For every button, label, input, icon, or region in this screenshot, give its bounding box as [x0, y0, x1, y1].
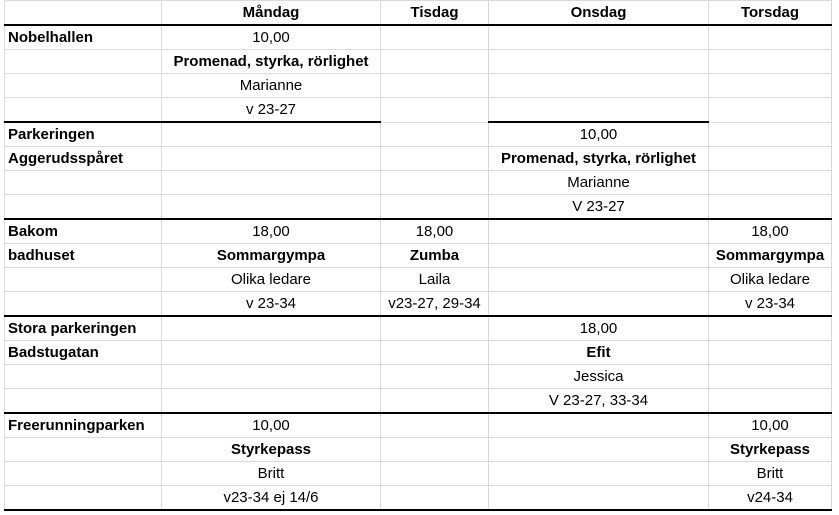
empty-cell[interactable]: [381, 122, 489, 147]
session-activity[interactable]: Sommargympa: [162, 244, 381, 268]
table-row: [5, 171, 832, 195]
session-time[interactable]: 10,00: [709, 413, 832, 438]
table-row: [5, 316, 832, 341]
empty-cell[interactable]: [489, 50, 709, 74]
table-row: [5, 122, 832, 147]
empty-cell[interactable]: [709, 74, 832, 98]
empty-cell[interactable]: [489, 98, 709, 123]
table-row: [5, 365, 832, 389]
table-row: [5, 486, 832, 511]
schedule-table: [4, 0, 832, 511]
session-weeks[interactable]: V 23-27: [489, 195, 709, 220]
empty-cell[interactable]: [5, 365, 162, 389]
empty-cell[interactable]: [381, 365, 489, 389]
session-weeks[interactable]: v23-27, 29-34: [381, 292, 489, 317]
session-activity[interactable]: Sommargympa: [709, 244, 832, 268]
empty-cell[interactable]: [489, 25, 709, 50]
table-row: [5, 438, 832, 462]
empty-cell[interactable]: [162, 316, 381, 341]
empty-cell[interactable]: [489, 462, 709, 486]
session-weeks[interactable]: v 23-34: [709, 292, 832, 317]
session-time[interactable]: 18,00: [709, 219, 832, 244]
empty-cell[interactable]: [709, 122, 832, 147]
session-weeks[interactable]: v 23-27: [162, 98, 381, 123]
empty-cell[interactable]: [489, 438, 709, 462]
table-row: [5, 98, 832, 123]
session-time[interactable]: 10,00: [162, 25, 381, 50]
empty-cell[interactable]: [381, 171, 489, 195]
session-leader[interactable]: Jessica: [489, 365, 709, 389]
empty-cell[interactable]: [5, 292, 162, 317]
empty-cell[interactable]: [489, 268, 709, 292]
header-thursday[interactable]: Torsdag: [709, 1, 832, 26]
empty-cell[interactable]: [709, 171, 832, 195]
location-stora-line2[interactable]: Badstugatan: [5, 341, 162, 365]
empty-cell[interactable]: [381, 147, 489, 171]
empty-cell[interactable]: [381, 486, 489, 511]
empty-cell[interactable]: [5, 268, 162, 292]
table-row: [5, 462, 832, 486]
session-leader[interactable]: Olika ledare: [162, 268, 381, 292]
header-tuesday[interactable]: Tisdag: [381, 1, 489, 26]
table-row: [5, 25, 832, 50]
empty-cell[interactable]: [381, 50, 489, 74]
empty-cell[interactable]: [489, 74, 709, 98]
empty-cell[interactable]: [709, 341, 832, 365]
session-activity[interactable]: Styrkepass: [709, 438, 832, 462]
empty-cell[interactable]: [162, 341, 381, 365]
table-row: [5, 389, 832, 414]
empty-cell[interactable]: [489, 486, 709, 511]
empty-cell[interactable]: [709, 195, 832, 220]
empty-cell[interactable]: [5, 195, 162, 220]
empty-cell[interactable]: [5, 74, 162, 98]
session-activity[interactable]: Efit: [489, 341, 709, 365]
header-corner-cell[interactable]: [5, 1, 162, 26]
empty-cell[interactable]: [709, 25, 832, 50]
empty-cell[interactable]: [709, 316, 832, 341]
empty-cell[interactable]: [162, 122, 381, 147]
empty-cell[interactable]: [489, 244, 709, 268]
location-parkeringen[interactable]: Parkeringen: [5, 122, 162, 147]
empty-cell[interactable]: [162, 147, 381, 171]
location-bakom[interactable]: Bakom: [5, 219, 162, 244]
empty-cell[interactable]: [5, 50, 162, 74]
empty-cell[interactable]: [162, 365, 381, 389]
session-weeks[interactable]: v 23-34: [162, 292, 381, 317]
session-weeks[interactable]: v24-34: [709, 486, 832, 511]
empty-cell[interactable]: [5, 438, 162, 462]
table-row: [5, 147, 832, 171]
empty-cell[interactable]: [709, 389, 832, 414]
empty-cell[interactable]: [5, 462, 162, 486]
empty-cell[interactable]: [709, 98, 832, 123]
empty-cell[interactable]: [381, 316, 489, 341]
empty-cell[interactable]: [5, 98, 162, 123]
header-row: [5, 1, 832, 26]
empty-cell[interactable]: [162, 195, 381, 220]
session-activity[interactable]: Promenad, styrka, rörlighet: [489, 147, 709, 171]
empty-cell[interactable]: [489, 219, 709, 244]
empty-cell[interactable]: [5, 171, 162, 195]
header-wednesday[interactable]: Onsdag: [489, 1, 709, 26]
session-time[interactable]: 18,00: [489, 316, 709, 341]
empty-cell[interactable]: [381, 74, 489, 98]
empty-cell[interactable]: [162, 171, 381, 195]
empty-cell[interactable]: [381, 25, 489, 50]
session-activity[interactable]: Promenad, styrka, rörlighet: [162, 50, 381, 74]
empty-cell[interactable]: [381, 98, 489, 123]
session-time[interactable]: 10,00: [162, 413, 381, 438]
empty-cell[interactable]: [709, 50, 832, 74]
session-time[interactable]: 18,00: [162, 219, 381, 244]
session-leader[interactable]: Olika ledare: [709, 268, 832, 292]
table-row: [5, 244, 832, 268]
empty-cell[interactable]: [381, 438, 489, 462]
session-leader[interactable]: Marianne: [162, 74, 381, 98]
empty-cell[interactable]: [5, 389, 162, 414]
empty-cell[interactable]: [381, 413, 489, 438]
empty-cell[interactable]: [162, 389, 381, 414]
empty-cell[interactable]: [709, 365, 832, 389]
session-leader[interactable]: Laila: [381, 268, 489, 292]
session-time[interactable]: 10,00: [489, 122, 709, 147]
location-parkeringen-line2[interactable]: Aggerudsspåret: [5, 147, 162, 171]
header-monday[interactable]: Måndag: [162, 1, 381, 26]
table-row: [5, 413, 832, 438]
location-nobelhallen[interactable]: Nobelhallen: [5, 25, 162, 50]
session-weeks[interactable]: V 23-27, 33-34: [489, 389, 709, 414]
session-time[interactable]: 18,00: [381, 219, 489, 244]
empty-cell[interactable]: [489, 292, 709, 317]
table-row: [5, 74, 832, 98]
location-bakom-line2[interactable]: badhuset: [5, 244, 162, 268]
session-leader[interactable]: Britt: [162, 462, 381, 486]
empty-cell[interactable]: [5, 486, 162, 511]
session-leader[interactable]: Marianne: [489, 171, 709, 195]
session-leader[interactable]: Britt: [709, 462, 832, 486]
location-stora[interactable]: Stora parkeringen: [5, 316, 162, 341]
table-row: [5, 268, 832, 292]
empty-cell[interactable]: [381, 389, 489, 414]
empty-cell[interactable]: [381, 341, 489, 365]
session-activity[interactable]: Zumba: [381, 244, 489, 268]
table-row: [5, 341, 832, 365]
table-row: [5, 292, 832, 317]
table-row: [5, 219, 832, 244]
session-activity[interactable]: Styrkepass: [162, 438, 381, 462]
empty-cell[interactable]: [381, 462, 489, 486]
session-weeks[interactable]: v23-34 ej 14/6: [162, 486, 381, 511]
location-freerunning[interactable]: Freerunningparken: [5, 413, 162, 438]
empty-cell[interactable]: [489, 413, 709, 438]
empty-cell[interactable]: [381, 195, 489, 220]
table-row: [5, 195, 832, 220]
empty-cell[interactable]: [709, 147, 832, 171]
table-row: [5, 50, 832, 74]
